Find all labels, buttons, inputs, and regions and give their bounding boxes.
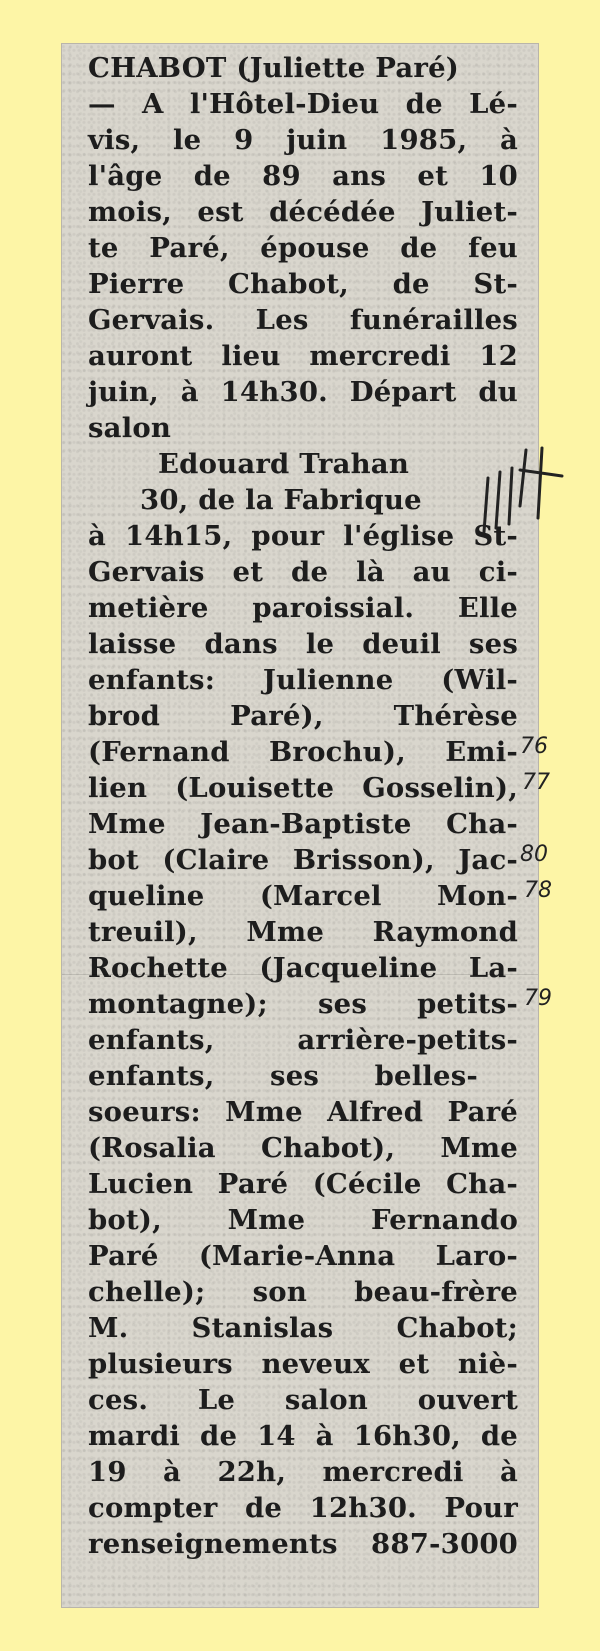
surname-heading: CHABOT (88, 52, 227, 84)
line-11: salon (88, 412, 172, 444)
line-33: bot), Mme Fernando (88, 1204, 518, 1236)
line-28: enfants, arrière-petits- (88, 1024, 518, 1056)
line-18: enfants: Julienne (Wil- (88, 664, 518, 696)
funeral-home-name: Edouard Trahan (158, 448, 410, 480)
funeral-home-address: 30, de la Fabrique (140, 484, 422, 516)
line-14: à 14h15, pour l'église St- (88, 520, 518, 552)
line-17: laisse dans le deuil ses (88, 628, 518, 660)
line-26: Rochette (Jacqueline La- (88, 952, 518, 984)
margin-note-jean-baptiste: 80 (520, 842, 548, 867)
line-32: Lucien Paré (Cécile Cha- (88, 1168, 518, 1200)
line-42: renseignements 887-3000 (88, 1528, 518, 1560)
line-29: enfants, ses belles- (88, 1060, 478, 1092)
line-36: M. Stanislas Chabot; (88, 1312, 518, 1344)
line-7: Pierre Chabot, de St- (88, 268, 518, 300)
line-9: auront lieu mercredi 12 (88, 340, 518, 372)
line-10: juin, à 14h30. Départ du (88, 376, 518, 408)
line-31: (Rosalia Chabot), Mme (88, 1132, 518, 1164)
line-38: ces. Le salon ouvert (88, 1384, 518, 1416)
margin-note-jacqueline: 78 (524, 878, 552, 903)
line-22: Mme Jean-Baptiste Cha- (88, 808, 518, 840)
handwritten-tally-mark (476, 440, 566, 540)
line-34: Paré (Marie-Anna Laro- (88, 1240, 518, 1272)
margin-note-raymond: 79 (524, 986, 552, 1011)
line-2: — A l'Hôtel-Dieu de Lé- (88, 88, 518, 120)
line-27: montagne); ses petits- (88, 988, 518, 1020)
obituary-text (88, 50, 518, 1562)
line-30: soeurs: Mme Alfred Paré (88, 1096, 518, 1128)
margin-note-therese: 76 (520, 734, 548, 759)
line-3: vis, le 9 juin 1985, à (88, 124, 518, 156)
line-23: bot (Claire Brisson), Jac- (88, 844, 518, 876)
line-21: lien (Louisette Gosselin), (88, 772, 518, 804)
line-25: treuil), Mme Raymond (88, 916, 518, 948)
line-37: plusieurs neveux et niè- (88, 1348, 518, 1380)
line-15: Gervais et de là au ci- (88, 556, 518, 588)
margin-note-emilien: 77 (522, 770, 550, 795)
line-19: brod Paré), Thérèse (88, 700, 518, 732)
newspaper-clipping (62, 44, 538, 1607)
line-6: te Paré, épouse de feu (88, 232, 518, 264)
line-5: mois, est décédée Juliet- (88, 196, 518, 228)
line-4: l'âge de 89 ans et 10 (88, 160, 518, 192)
line-39: mardi de 14 à 16h30, de (88, 1420, 518, 1452)
line-16: metière paroissial. Elle (88, 592, 518, 624)
line-24: queline (Marcel Mon- (88, 880, 518, 912)
line-1 (88, 50, 518, 86)
maiden-name: (Juliette Paré) (226, 52, 460, 84)
line-20: (Fernand Brochu), Emi- (88, 736, 518, 768)
line-35: chelle); son beau-frère (88, 1276, 518, 1308)
line-8: Gervais. Les funérailles (88, 304, 518, 336)
line-40: 19 à 22h, mercredi à (88, 1456, 518, 1488)
line-41: compter de 12h30. Pour (88, 1492, 518, 1524)
